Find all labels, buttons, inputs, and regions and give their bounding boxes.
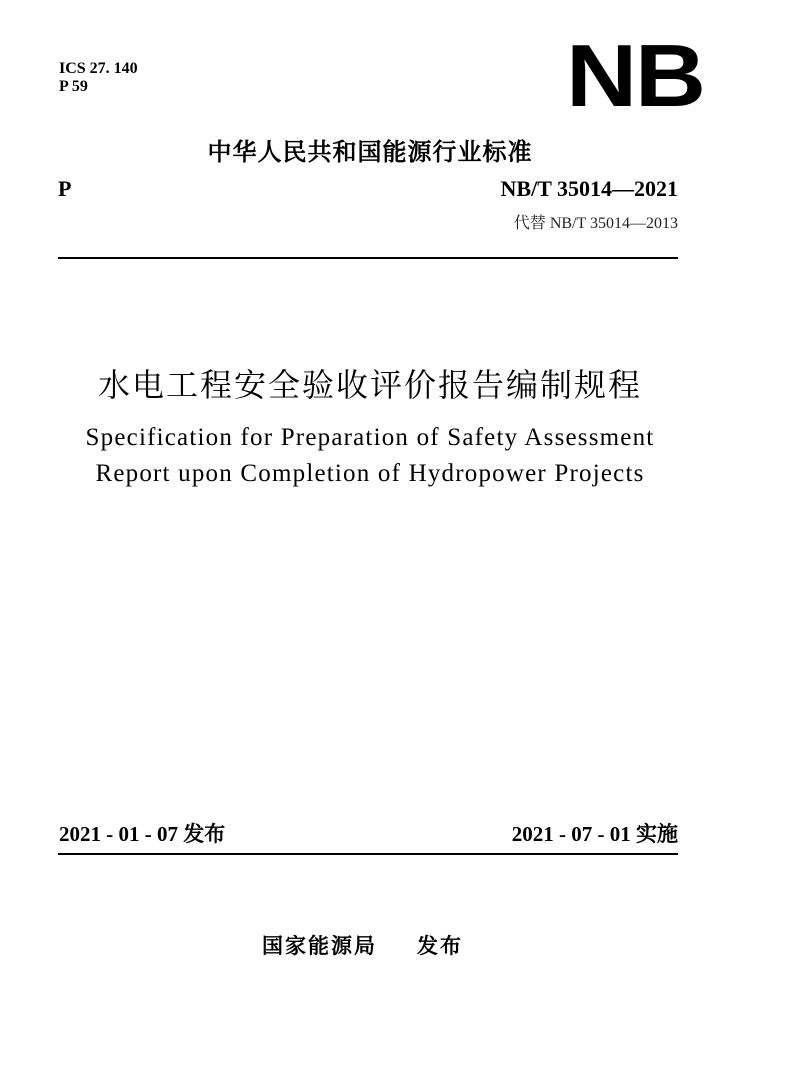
publisher-name: 国家能源局 [262, 934, 377, 958]
top-divider [58, 257, 678, 259]
implement-date-block [512, 818, 678, 848]
implement-date: 2021 - 07 - 01 [511, 822, 631, 846]
publisher-block [262, 930, 463, 960]
issue-date-block [59, 818, 225, 848]
document-title-english-line1: Specification for Preparation of Safety Assessment [85, 424, 655, 451]
replaces-standard: 代替 NB/T 35014—2013 [513, 215, 678, 232]
ics-block [59, 60, 138, 96]
ics-code: ICS 27. 140 [59, 60, 138, 77]
issue-label: 发布 [183, 822, 226, 846]
document-title-chinese: 水电工程安全验收评价报告编制规程 [97, 366, 642, 404]
standard-number: NB/T 35014—2021 [500, 176, 678, 201]
implement-label: 实施 [636, 822, 678, 846]
nb-logo: NB [566, 26, 704, 125]
category-letter: P [58, 176, 72, 201]
issue-date: 2021 - 01 - 07 [59, 822, 178, 846]
document-title-english-line2: Report upon Completion of Hydropower Projects [95, 460, 645, 487]
bottom-divider [58, 853, 678, 855]
industry-standard-title: 中华人民共和国能源行业标准 [207, 138, 533, 166]
classification-code: P 59 [59, 78, 88, 95]
publisher-action: 发布 [417, 934, 463, 958]
